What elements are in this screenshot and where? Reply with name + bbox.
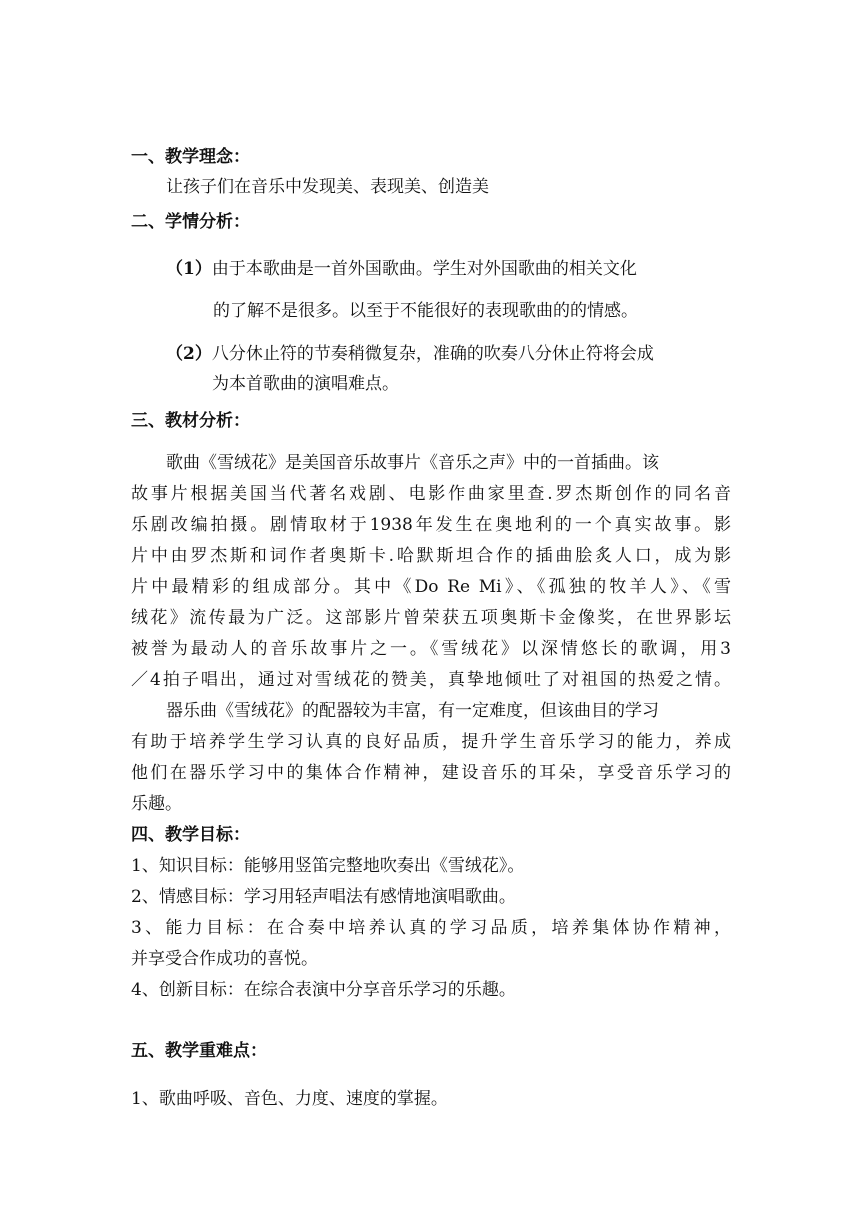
section-heading-teaching-philosophy: 一、教学理念：	[131, 147, 250, 167]
paragraph-line: 绒花》流传最为广泛。这部影片曾荣获五项奥斯卡金像奖，在世界影坛	[131, 608, 731, 628]
paragraph-line: 被誉为最动人的音乐故事片之一。《雪绒花》以深情悠长的歌调，用3	[131, 639, 731, 659]
list-item-text: 由于本歌曲是一首外国歌曲。学生对外国歌曲的相关文化	[211, 259, 637, 279]
goal-item-ability-continuation: 并享受合作成功的喜悦。	[131, 949, 318, 969]
section-heading-key-difficulties: 五、教学重难点：	[131, 1041, 267, 1061]
list-marker: （1）	[166, 259, 212, 279]
paragraph-line: 器乐曲《雪绒花》的配器较为丰富，有一定难度，但该曲目的学习	[166, 701, 659, 721]
paragraph-line: 故事片根据美国当代著名戏剧、电影作曲家里查.罗杰斯创作的同名音	[131, 484, 731, 504]
difficulty-item: 1、歌曲呼吸、音色、力度、速度的掌握。	[131, 1089, 448, 1109]
paragraph-line: ／4拍子唱出，通过对雪绒花的赞美，真挚地倾吐了对祖国的热爱之情。	[131, 670, 731, 690]
list-item-1-continuation: 的了解不是很多。以至于不能很好的表现歌曲的的情感。	[213, 301, 638, 321]
list-item-1	[166, 254, 766, 284]
goal-item-ability: 3、能力目标：在合奏中培养认真的学习品质，培养集体协作精神，	[131, 918, 731, 938]
paragraph-line: 片中最精彩的组成部分。其中《Do Re Mi》、《孤独的牧羊人》、《雪	[131, 577, 731, 597]
paragraph-line: 乐剧改编拍摄。剧情取材于1938年发生在奥地利的一个真实故事。影	[131, 515, 731, 535]
paragraph-line: 乐趣。	[131, 794, 182, 814]
goal-item-emotion: 2、情感目标：学习用轻声唱法有感情地演唱歌曲。	[131, 887, 516, 907]
section-heading-student-analysis: 二、学情分析：	[131, 212, 250, 232]
section-heading-material-analysis: 三、教材分析：	[131, 411, 250, 431]
paragraph-line: 歌曲《雪绒花》是美国音乐故事片《音乐之声》中的一首插曲。该	[166, 453, 659, 473]
goal-item-knowledge: 1、知识目标：能够用竖笛完整地吹奏出《雪绒花》。	[131, 856, 525, 876]
list-item-text: 八分休止符的节奏稍微复杂，准确的吹奏八分休止符将会成	[211, 344, 654, 364]
goal-item-innovation: 4、创新目标：在综合表演中分享音乐学习的乐趣。	[131, 980, 516, 1000]
paragraph-line: 片中由罗杰斯和词作者奥斯卡.哈默斯坦合作的插曲脍炙人口，成为影	[131, 546, 731, 566]
section-heading-teaching-goals: 四、教学目标：	[131, 825, 250, 845]
body-text-line: 让孩子们在音乐中发现美、表现美、创造美	[166, 177, 489, 197]
paragraph-line: 他们在器乐学习中的集体合作精神，建设音乐的耳朵，享受音乐学习的	[131, 763, 731, 783]
paragraph-line: 有助于培养学生学习认真的良好品质，提升学生音乐学习的能力，养成	[131, 732, 731, 752]
list-item-2-continuation: 为本首歌曲的演唱难点。	[212, 374, 399, 394]
list-item-2	[166, 339, 766, 369]
list-marker: （2）	[166, 344, 212, 364]
